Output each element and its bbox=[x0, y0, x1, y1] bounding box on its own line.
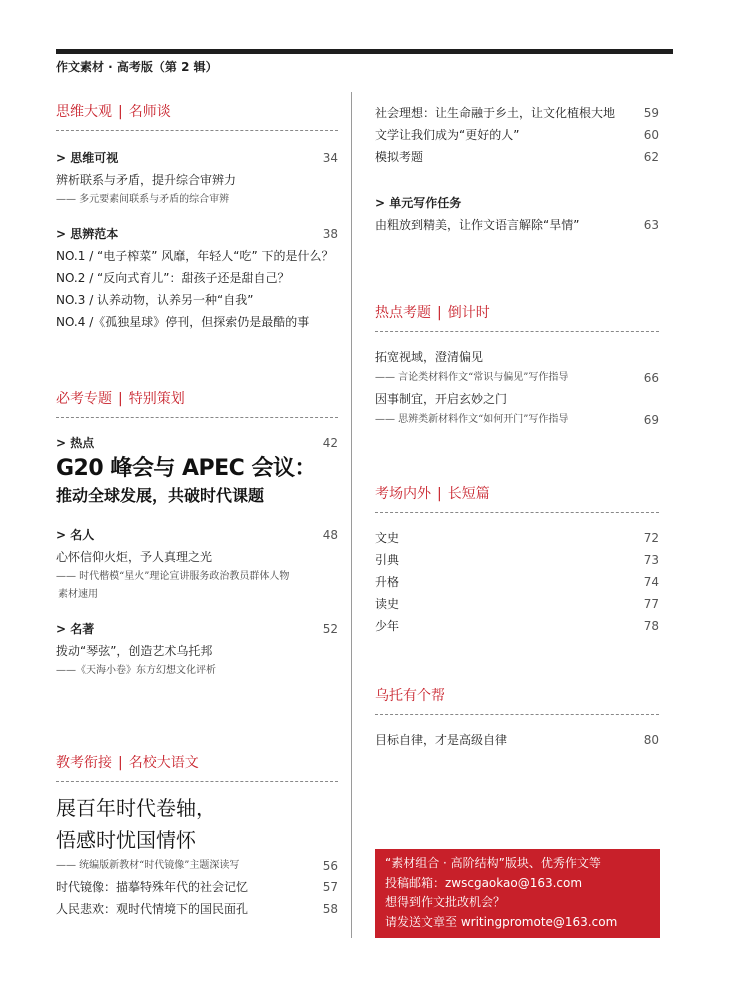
feature-title-line1[interactable]: 展百年时代卷轴， bbox=[56, 796, 216, 820]
toc-entry[interactable]: 拨动“琴弦”，创造艺术乌托邦 bbox=[56, 644, 213, 658]
toc-entry[interactable]: 文史 72 bbox=[375, 527, 659, 549]
page-number: 73 bbox=[643, 553, 659, 567]
toc-entry[interactable]: 拓宽视域，澄清偏见 bbox=[375, 350, 484, 364]
toc-entry[interactable]: 文学让我们成为“更好的人” 60 bbox=[375, 124, 659, 146]
entry-group bbox=[56, 432, 338, 508]
toc-entry[interactable]: 因事制宜，开启玄妙之门 bbox=[375, 392, 508, 406]
section-heading: 乌托有个帮 bbox=[375, 688, 445, 704]
section-thinking bbox=[56, 102, 338, 333]
dashed-divider bbox=[56, 417, 338, 418]
feature-block bbox=[56, 792, 338, 920]
section-heading: 思维大观 | 名师谈 bbox=[56, 104, 171, 120]
section-special bbox=[56, 389, 338, 680]
entry-note: —— 时代楷模“星火”理论宣讲服务政治教员群体人物 bbox=[56, 571, 290, 582]
magazine-title: 作文素材 · 高考版（第 2 辑） bbox=[56, 60, 218, 74]
entry-group bbox=[375, 729, 659, 751]
subsection-label[interactable]: > 思辨范本 38 bbox=[56, 223, 338, 245]
page-number: 72 bbox=[643, 531, 659, 545]
entry-note: —— 多元要素间联系与矛盾的综合审辨 bbox=[56, 194, 230, 205]
promo-line: “素材组合 · 高阶结构”版块、优秀作文等 bbox=[385, 856, 601, 870]
subsection-label[interactable]: > 单元写作任务 bbox=[375, 196, 462, 210]
entry-group bbox=[375, 346, 659, 430]
page-number: 59 bbox=[643, 106, 659, 120]
feature-subtitle: 推动全球发展，共破时代课题 bbox=[56, 486, 265, 505]
entry-group bbox=[56, 223, 338, 333]
section-heading: 教考衔接 | 名校大语文 bbox=[56, 755, 199, 771]
page-number: 52 bbox=[322, 622, 338, 636]
top-rule bbox=[56, 49, 673, 54]
page-number: 78 bbox=[643, 619, 659, 633]
section-heading: 热点考题 | 倒计时 bbox=[375, 305, 490, 321]
section-hot-topics bbox=[375, 303, 659, 430]
page-number: 48 bbox=[322, 528, 338, 542]
feature-title[interactable]: G20 峰会与 APEC 会议： bbox=[56, 456, 316, 481]
toc-entry[interactable]: 升格 74 bbox=[375, 571, 659, 593]
entry-group bbox=[56, 524, 338, 604]
promo-email-line[interactable]: 请发送文章至 writingpromote@163.com bbox=[385, 914, 618, 929]
page-number: 62 bbox=[643, 150, 659, 164]
toc-entry[interactable]: 人民悲欢：观时代情境下的国民面孔 58 bbox=[56, 898, 338, 920]
toc-entry[interactable]: 由粗放到精美，让作文语言解除“旱情” 63 bbox=[375, 214, 659, 236]
toc-entry[interactable]: 心怀信仰火炬，予人真理之光 bbox=[56, 550, 213, 564]
entry-note-row bbox=[56, 856, 338, 876]
toc-entry[interactable]: NO.2 / “反向式育儿”：甜孩子还是甜自己？ bbox=[56, 271, 290, 285]
page-number: 74 bbox=[643, 575, 659, 589]
section-utopia-help bbox=[375, 686, 659, 751]
section-heading: 必考专题 | 特别策划 bbox=[56, 391, 185, 407]
dashed-divider bbox=[375, 512, 659, 513]
toc-entry[interactable]: 引典 73 bbox=[375, 549, 659, 571]
dashed-divider bbox=[56, 781, 338, 782]
page-number: 80 bbox=[643, 733, 659, 747]
page-number: 58 bbox=[322, 902, 338, 916]
page-number: 66 bbox=[643, 371, 659, 385]
dashed-divider bbox=[56, 130, 338, 131]
dashed-divider bbox=[375, 714, 659, 715]
page-number: 34 bbox=[322, 151, 338, 165]
page-number: 56 bbox=[322, 859, 338, 873]
entry-group bbox=[56, 618, 338, 680]
section-exam-inside-out bbox=[375, 484, 659, 637]
toc-entry[interactable]: 辨析联系与矛盾，提升综合审辨力 bbox=[56, 173, 237, 187]
toc-entry[interactable]: 少年 78 bbox=[375, 615, 659, 637]
page-number: 57 bbox=[322, 880, 338, 894]
entry-group bbox=[375, 527, 659, 637]
toc-entry[interactable]: 模拟考题 62 bbox=[375, 146, 659, 168]
entry-note: —— 思辨类新材料作文“如何开门”写作指导 bbox=[375, 414, 569, 425]
toc-entry[interactable]: 读史 77 bbox=[375, 593, 659, 615]
toc-entry[interactable]: 社会理想：让生命融于乡土，让文化植根大地 59 bbox=[375, 102, 659, 124]
subsection-label[interactable]: > 思维可视 34 bbox=[56, 147, 338, 169]
entry-group bbox=[375, 192, 659, 236]
section-continuation bbox=[375, 102, 659, 236]
page-number: 42 bbox=[322, 436, 338, 450]
section-heading: 考场内外 | 长短篇 bbox=[375, 486, 490, 502]
page-number: 38 bbox=[322, 227, 338, 241]
toc-entry[interactable]: NO.3 / 认养动物，认养另一种“自我” bbox=[56, 293, 254, 307]
page-number: 69 bbox=[643, 413, 659, 427]
toc-entry[interactable]: 时代镜像：描摹特殊年代的社会记忆 57 bbox=[56, 876, 338, 898]
toc-entry[interactable]: NO.4 /《孤独星球》停刊，但探索仍是最酷的事 bbox=[56, 315, 310, 329]
toc-entry[interactable]: NO.1 / “电子榨菜” 风靡，年轻人“吃” 下的是什么？ bbox=[56, 249, 334, 263]
toc-entry[interactable]: 目标自律，才是高级自律 80 bbox=[375, 729, 659, 751]
promo-email-line[interactable]: 投稿邮箱：zwscgaokao@163.com bbox=[385, 875, 583, 890]
page-number: 60 bbox=[643, 128, 659, 142]
page-number: 77 bbox=[643, 597, 659, 611]
entry-note-row bbox=[375, 410, 659, 430]
entry-group bbox=[56, 147, 338, 209]
entry-note: ——《天海小卷》东方幻想文化评析 bbox=[56, 665, 216, 676]
page-number: 63 bbox=[643, 218, 659, 232]
subsection-label[interactable]: > 热点 42 bbox=[56, 432, 338, 454]
dashed-divider bbox=[375, 331, 659, 332]
feature-title-line2[interactable]: 悟感时忧国情怀 bbox=[56, 828, 196, 852]
submission-promo-box bbox=[375, 849, 660, 938]
entry-note-row bbox=[375, 368, 659, 388]
entry-note: —— 言论类材料作文“常识与偏见”写作指导 bbox=[375, 372, 569, 383]
section-curriculum bbox=[56, 753, 338, 920]
promo-line: 想得到作文批改机会？ bbox=[385, 895, 506, 909]
subsection-label[interactable]: > 名人 48 bbox=[56, 524, 338, 546]
entry-note: —— 统编版新教材“时代镜像”主题深读写 bbox=[56, 860, 240, 871]
column-divider bbox=[351, 92, 352, 938]
entry-note-continued: 素材速用 bbox=[58, 589, 98, 600]
subsection-label[interactable]: > 名著 52 bbox=[56, 618, 338, 640]
